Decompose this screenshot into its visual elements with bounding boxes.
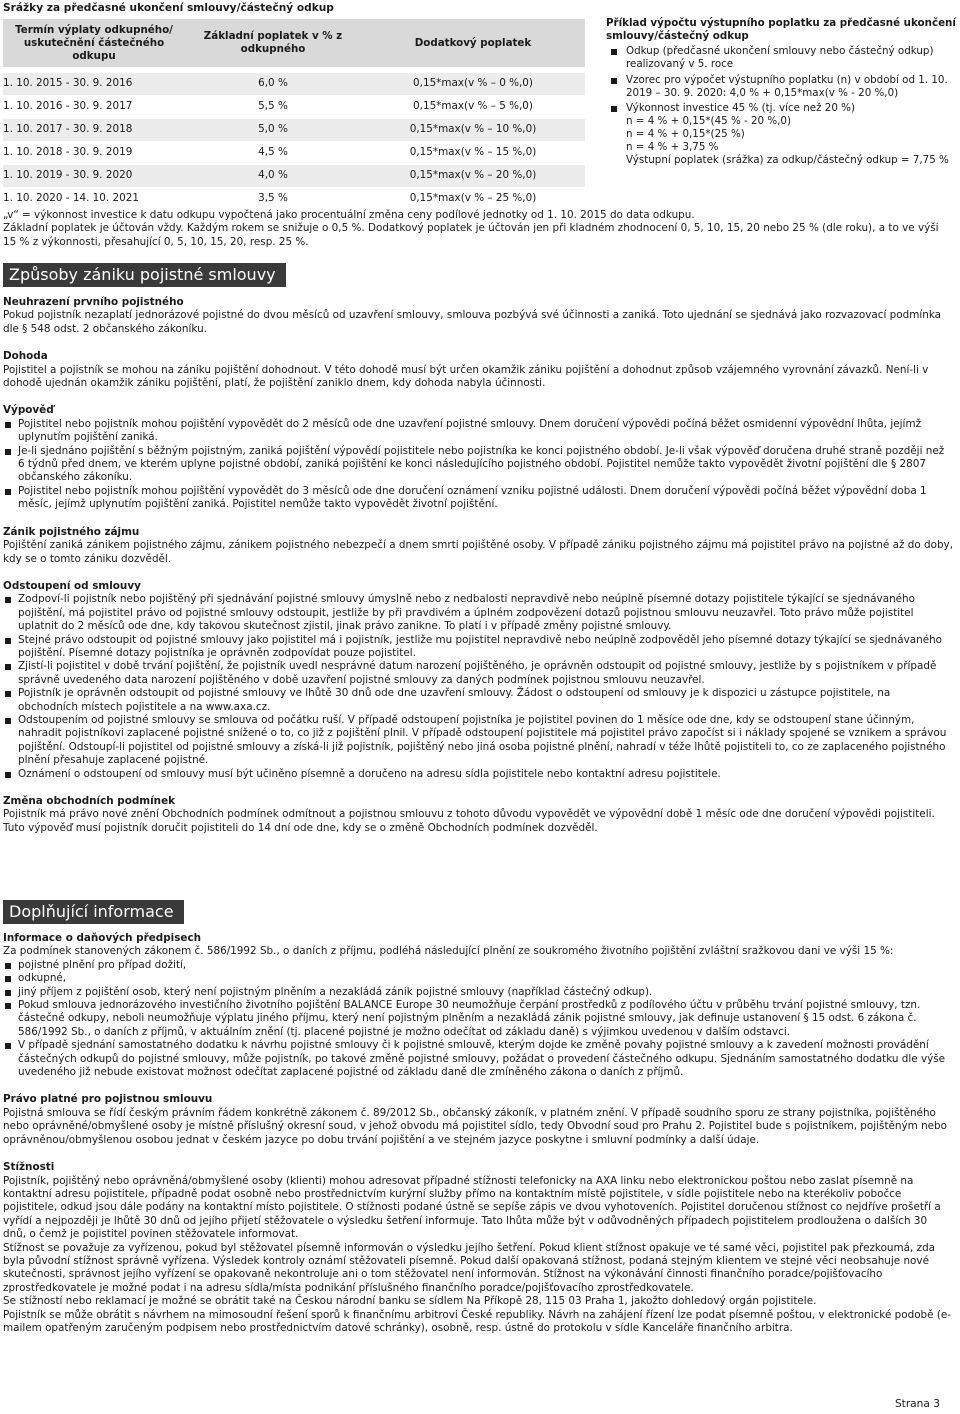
table-cell: 3,5 % xyxy=(185,188,361,211)
list-item: Pojistník je oprávněn odstoupit od pojistné smlouvy ve lhůtě 30 dnů ode dne uzavření smlouvy. Žádost o odstoupení od smlouvy je k dispozici u zástupce pojistitele, na obchodních místech pojistitele a na www.axa.cz. xyxy=(3,687,953,714)
section-title-termination: Způsoby zániku pojistné smlouvy xyxy=(3,263,286,287)
fee-table-header-basic: Základní poplatek v % z odkupného xyxy=(185,19,361,67)
example-result: Výstupní poplatek (srážka) za odkup/částečný odkup = 7,75 % xyxy=(626,154,949,167)
paragraph: Za podmínek stanovených zákonem č. 586/1992 Sb., o daních z příjmu, podléhá následující plnění ze soukromého životního pojištění zvláštní sražkovou dani ve výši 15 %: xyxy=(3,945,894,958)
paragraph: Pojistitel a pojistník se mohou na zániku pojištění dohodnout. V této dohodě musí být určen okamžik zániku pojištění a dohodnut způsob vzájemného vyrovnání závazků. Není-li v dohodě ujednán okamžik zániku pojištění, platí, že pojištění zaniklo dnem, kdy dohoda nabyla účinnosti. xyxy=(3,363,929,390)
list-item: V případě sjednání samostatného dodatku k návrhu pojistné smlouvy či k pojistné smlouvě, kterým dojde ke změně povahy pojistné smlouvy a k zavedení možnosti provádění částečných odkupů do pojistné smlouvy, může pojistník, po takové změně pojistné smlouvy, požádat o provedení částečného odkupu. Sjednáním samostatného dodatku dle výše uvedeného již nebude existovat možnost odečítat zaplacené pojistné od základu daně dle zmíněného zákona o daních z příjmů. xyxy=(3,1039,953,1079)
table-row xyxy=(3,165,585,188)
example-line: n = 4 % + 3,75 % xyxy=(626,141,719,154)
v-definition: „v“ = výkonnost investice k datu odkupu vypočtená jako procentuální změna ceny podílové jednotky od 1. 10. 2015 do data odkupu. xyxy=(3,209,695,221)
fee-table xyxy=(3,19,585,211)
table-row xyxy=(3,142,585,165)
table-cell: 0,15*max(v % – 10 %,0) xyxy=(361,119,585,142)
subheading: Právo platné pro pojistnou smlouvu xyxy=(3,1093,213,1106)
table-row xyxy=(3,73,585,96)
list-item: odkupné, xyxy=(3,972,953,985)
table-cell: 1. 10. 2019 - 30. 9. 2020 xyxy=(3,165,185,188)
list-item: pojistné plnění pro případ dožití, xyxy=(3,959,953,972)
paragraph: Pojistník se může obrátit s návrhem na mimosoudní řešení sporů k finančnímu arbitrovi České republiky. Návrh na zahájení řízení lze podat písemně poštou, v elektronické podobě (e-mailem opatřeným zaručeným podpisem nebo prostřednictvím datové schránky), osobně, resp. ústně do protokolu v sídle Kanceláře finančního arbitra. xyxy=(3,1308,952,1334)
list-item: Oznámení o odstoupení od smlouvy musí být učiněno písemně a doručeno na adresu sídla pojistitele nebo kontaktní adresu pojistitele. xyxy=(3,768,953,781)
paragraph: Pojistník, pojištěný nebo oprávněná/obmyšlené osoby (klienti) mohou adresovat případné stížnosti telefonicky na AXA linku nebo elektronickou poštou nebo zaslat písemně na kontaktní adresu pojistitele, případně podat osobně nebo prostřednictvím kurýrní služby přímo na kontaktním místě pojistitele, v sídle pojistitele nebo na kterékoliv pobočce pojistitele, odkud jsou dále podány na kontaktní místo pojistitele. O stížnosti podané ústně se sepíše zápis ve dvou vyhotoveních. Pojistitel doručenou stížnost co nejdříve prošetří a vyřídí a nejpozději je lhůtě 30 dnů od jejího přijetí stěžovatele o výsledku šetření informuje. Tato lhůta může být v odůvodněných případech pojistitelem prodloužena o dalších 30 dnů, o čemž je pojistitel povinen stěžovatele informovat. xyxy=(3,1174,941,1241)
fee-table-header-extra: Dodatkový poplatek xyxy=(361,19,585,67)
paragraph: Pojistná smlouva se řídí českým právním řádem konkrétně zákonem č. 89/2012 Sb., občanský zákoník, v platném znění. V případě soudního sporu ze strany pojistníka, pojištěného nebo oprávněné/obmyšlené osoby je místně příslušný okresní soud, v jehož obvodu má pojistitel sídlo, tedy Obvodní soud pro Prahu 2. Pojistitel bude s pojistníkem, pojištěným nebo oprávněnou/obmyšlenou osobou jednat v českém jazyce po dobu trvání pojištění a ve stejném jazyce poskytne i smluvní podmínky a další údaje. xyxy=(3,1106,948,1146)
example-line: n = 4 % + 0,15*(25 %) xyxy=(626,128,745,141)
example-line: n = 4 % + 0,15*(45 % - 20 %,0) xyxy=(626,115,791,128)
fee-explanation: Základní poplatek je účtován vždy. Každým rokem se snižuje o 0,5 %. Dodatkový poplatek je účtován jen při kladném zhodnocení 0, 5, 10, 15, 20 nebo 25 % (dle roku), a to ve výši 15 % z výkonnosti, přesahující 0, 5, 10, 15, 20, resp. 25 %. xyxy=(3,222,939,248)
table-cell: 1. 10. 2020 - 14. 10. 2021 xyxy=(3,188,185,211)
tax-list xyxy=(3,959,953,1080)
table-cell: 4,5 % xyxy=(185,142,361,165)
section-title-additional-info: Doplňující informace xyxy=(3,900,184,924)
subheading: Změna obchodních podmínek xyxy=(3,795,176,807)
table-cell: 0,15*max(v % – 15 %,0) xyxy=(361,142,585,165)
table-cell: 1. 10. 2016 - 30. 9. 2017 xyxy=(3,96,185,119)
list-item: Vzorec pro výpočet výstupního poplatku (n) v období od 1. 10. 2019 – 30. 9. 2020: 4,0 % + 0,15*max(v % - 20 %,0) xyxy=(606,74,958,100)
additional-info-section xyxy=(3,932,953,1335)
example-title: Příklad výpočtu výstupního poplatku za předčasné ukončení smlouvy/částečný odkup xyxy=(606,17,956,42)
table-row xyxy=(3,96,585,119)
table-cell: 0,15*max(v % – 0 %,0) xyxy=(361,73,585,96)
table-row xyxy=(3,188,585,211)
subheading: Informace o daňových předpisech xyxy=(3,932,202,944)
table-cell: 1. 10. 2017 - 30. 9. 2018 xyxy=(3,119,185,142)
list-item: Je-li sjednáno pojištění s běžným pojistným, zaniká pojištění výpovědí pojistitele nebo pojistníka ke konci pojistného období. Je-li však výpověď doručena druhé straně později než 6 týdnů před dnem, ve kterém uplyne pojistné období, zaniká pojištění ke konci následujícího pojistného období. Pojistitel nemůže takto vypovědět životní pojištění dle § 2807 občanského zákoníku. xyxy=(3,445,953,485)
paragraph: Stížnost se považuje za vyřízenou, pokud byl stěžovatel písemně informován o výsledku jejího šetření. Pokud klient stížnost opakuje ve té samé věci, pojistitel pak přezkoumá, zda byla původní stížnost správně vyřízena. Výsledek kontroly oznámí stěžovateli písemně. Pokud další opakovaná stížnost, podaná stejným klientem ve stejné věci neobsahuje nové skutečnosti, správnost jejího vyřízení se opakovaně nekontroluje ani o tom stěžovatel není informován. Stížnost na výkonávání činnosti finančního poradce/pojišťovacího zprostředkovatele je možné podat i na adresu sídla/místa podnikání příslušného finančního poradce/pojišťovacího zprostředkovatele. xyxy=(3,1241,936,1294)
subheading: Výpověď xyxy=(3,404,54,417)
notice-list xyxy=(3,418,953,512)
list-item: jiný příjem z pojištění osob, který není pojistným plněním a nezakládá zánik pojistné smlouvy (například částečný odkup). xyxy=(3,986,953,999)
table-cell: 5,0 % xyxy=(185,119,361,142)
paragraph: Pojištění zaniká zánikem pojistného zájmu, zánikem pojistného nebezpečí a dnem smrti pojištěné osoby. V případě zániku pojistného zájmu má pojistitel právo na pojistné až do doby, kdy se o tomto zániku dozvěděl. xyxy=(3,539,954,565)
fee-table-header-term: Termín výplaty odkupného/ uskutečnění částečného odkupu xyxy=(3,19,185,67)
example-list xyxy=(606,45,958,116)
subheading: Zánik pojistného zájmu xyxy=(3,525,140,538)
list-item: Zodpoví-li pojistník nebo pojištěný při sjednávání pojistné smlouvy úmyslně nebo z nedbalosti nepravdivě nebo neúplně písemné dotazy pojistitele týkající se sjednávaného pojištění, má pojistitel právo od pojistné smlouvy odstoupit, jestliže by při pravdivém a úplném zodpovězení dotazů pojistnou smlouvu neuzavřel. Toto právo může pojistitel uplatnit do 2 měsíců ode dne, kdy takovou skutečnost zjistil, jinak právo zanikne. To platí i v případě změny pojistné smlouvy. xyxy=(3,593,953,633)
list-item: Odstoupením od pojistné smlouvy se smlouva od počátku ruší. V případě odstoupení pojistníka je pojistitel povinen do 1 měsíce ode dne, kdy se odstoupení stane účinným, nahradit pojistníkovi zaplacené pojistné snížené o to, co již z pojištění plnil. V případě odstoupení pojistitele má pojistitel právo započíst si i náklady spojené se vznikem a správou pojištění. Odstoupí-li pojistitel od pojistné smlouvy a získá-li již pojistník, pojištěný nebo jiná osoba pojistné plnění, nahradí v téže lhůtě pojistiteli to, co ze zaplaceného pojistného plnění přesahuje zaplacené pojistné. xyxy=(3,714,953,768)
paragraph: Pokud pojistník nezaplatí jednorázové pojistné do dvou měsíců od uzavření smlouvy, smlouva pozbývá své účinnosti a zaniká. Toto ujednání se sjednává jako rozvazovací podmínka dle § 548 odst. 2 občanského zákoníku. xyxy=(3,309,942,335)
table-cell: 1. 10. 2018 - 30. 9. 2019 xyxy=(3,142,185,165)
subheading: Dohoda xyxy=(3,350,48,363)
table-cell: 4,0 % xyxy=(185,165,361,188)
table-cell: 1. 10. 2015 - 30. 9. 2016 xyxy=(3,73,185,96)
table-cell: 5,5 % xyxy=(185,96,361,119)
table-cell: 6,0 % xyxy=(185,73,361,96)
list-item: Zjistí-li pojistitel v době trvání pojištění, že pojistník uvedl nesprávné datum narození pojištěného, je oprávněn odstoupit od pojistné smlouvy, jestliže by s pojistníkem v případě správně uvedeného data narození pojištěného v době uzavření pojistné smlouvy za daných podmínek pojistnou smlouvu neuzavřel. xyxy=(3,660,953,687)
fee-notes xyxy=(3,209,953,249)
table-cell: 0,15*max(v % – 25 %,0) xyxy=(361,188,585,211)
table-row xyxy=(3,119,585,142)
termination-section xyxy=(3,296,953,835)
list-item: Pokud smlouva jednorázového investičního životního pojištění BALANCE Europe 30 neumožňuje čerpání prostředků z podílového účtu v průběhu trvání pojistné smlouvy, tzn. částečné odkupy, neboli neumožňuje výplatu jiného příjmu, který není pojistným plněním a nezakládá zánik pojistné smlouvy, jak definuje ustanovení § 15 odst. 6 zákona č. 586/1992 Sb., o daních z příjmů, v aktuálním znění (tj. placené pojistné je možno odečítat od základu daně) s výjimkou uvedenou v dalším odstavci. xyxy=(3,999,953,1039)
list-item: Stejné právo odstoupit od pojistné smlouvy jako pojistitel má i pojistník, jestliže mu pojistitel nepravdivě nebo neúplně zodpověděl jeho písemné dotazy týkající se sjednávaného pojištění. Písemné dotazy pojistníka je oprávněn zodpovídat pouze pojistitel. xyxy=(3,634,953,661)
list-item: Odkup (předčasné ukončení smlouvy nebo částečný odkup) realizovaný v 5. roce xyxy=(606,45,958,71)
list-item: Výkonnost investice 45 % (tj. více než 20 %) xyxy=(606,102,958,115)
subheading: Neuhrazení prvního pojistného xyxy=(3,296,184,308)
list-item: Pojistitel nebo pojistník mohou pojištění vypovědět do 2 měsíců ode dne uzavření pojistné smlouvy. Dnem doručení výpovědi počíná běžet osmidenní výpovědní lhůta, jejímž uplynutím pojištění zaniká. xyxy=(3,418,953,445)
table-cell: 0,15*max(v % – 20 %,0) xyxy=(361,165,585,188)
withdrawal-list xyxy=(3,593,953,781)
page-number: Strana 3 xyxy=(894,1398,940,1410)
fees-heading: Srážky za předčasné ukončení smlouvy/částečný odkup xyxy=(3,2,334,14)
subheading: Stížnosti xyxy=(3,1161,55,1174)
list-item: Pojistitel nebo pojistník mohou pojištění vypovědět do 3 měsíců ode dne doručení oznámení vzniku pojistné události. Dnem doručení výpovědi počíná běžet výpovědní doba 1 měsíc, jejímž uplynutím pojištění zaniká. Pojistitel nemůže takto vypovědět životní pojištění. xyxy=(3,485,953,512)
calculation-example xyxy=(606,17,958,167)
table-cell: 0,15*max(v % – 5 %,0) xyxy=(361,96,585,119)
paragraph: Pojistník má právo nové znění Obchodních podmínek odmítnout a pojistnou smlouvu z tohoto důvodu vypovědět ve výpovědní době 1 měsíc ode dne doručení výpovědi pojistiteli. Tuto výpověď musí pojistník doručit pojistiteli do 14 dní ode dne, kdy se o změně Obchodních podmínek dozvěděl. xyxy=(3,808,935,834)
subheading: Odstoupení od smlouvy xyxy=(3,579,141,592)
paragraph: Se stížností nebo reklamací je možné se obrátit také na Českou národní banku se sídlem Na Příkopě 28, 115 03 Praha 1, jakožto dohledový orgán pojistitele. xyxy=(3,1295,817,1308)
